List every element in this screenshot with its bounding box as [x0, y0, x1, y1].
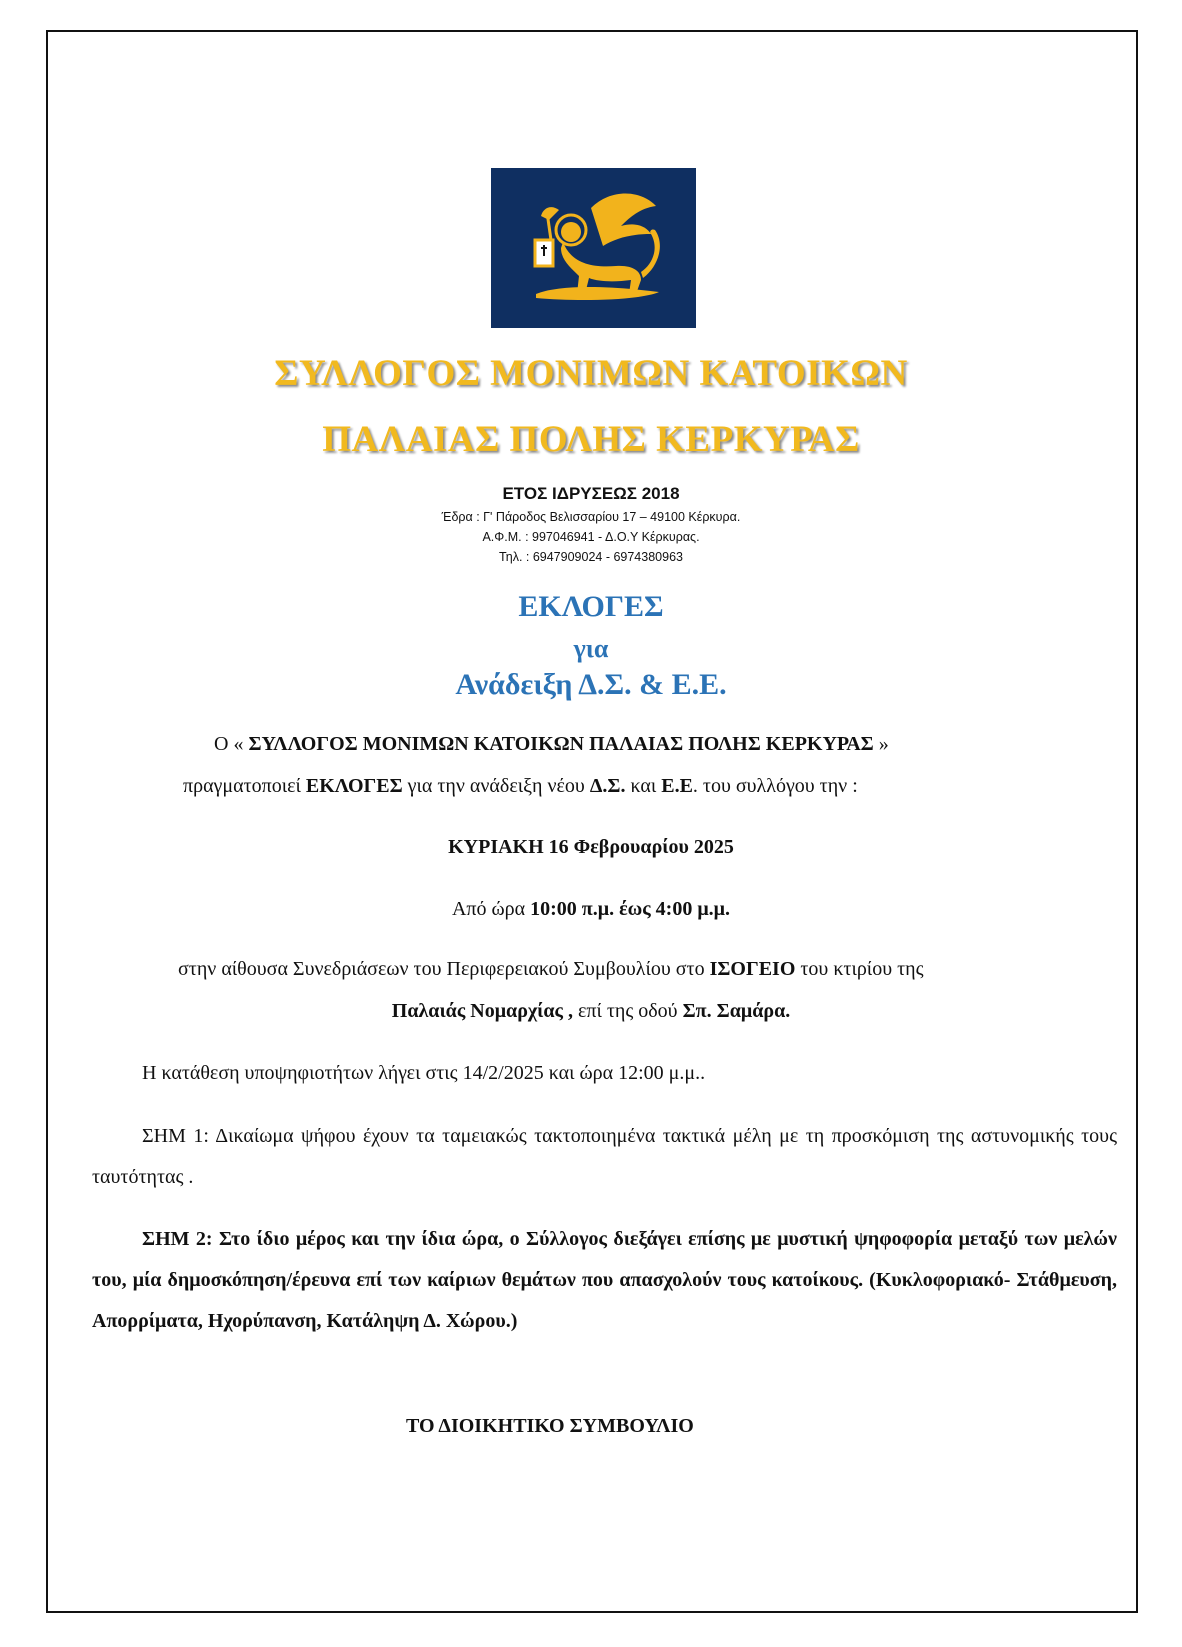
founded-year: ΕΤΟΣ ΙΔΡΥΣΕΩΣ 2018 — [502, 484, 680, 503]
time-range: 10:00 π.μ. έως 4:00 μ.μ. — [530, 898, 731, 920]
text: . του συλλόγου την : — [692, 775, 858, 797]
venue-line-2 — [0, 1000, 1182, 1023]
signature — [406, 1415, 694, 1438]
address-line: Έδρα : Γ' Πάροδος Βελισσαρίου 17 – 49100 Κέρκυρα. — [441, 510, 741, 524]
winged-lion-of-st-mark-icon — [491, 168, 696, 328]
election-date — [0, 836, 1182, 859]
text-bold: Ε.Ε — [661, 775, 693, 797]
note-2-text: ΣΗΜ 2: Στο ίδιο μέρος και την ίδια ώρα, ο Σύλλογος διεξάγει επίσης με μυστική ψηφοφορία μεταξύ των μελών του, μία δημοσκόπηση/έρευνα επί των καίριων θεμάτων που απασχολούν τους κατοίκους. (Κυκλοφοριακό- Στάθμευση, Απορρίματα, Ηχορύπανση, Κατάληψη Δ. Χώρου.) — [92, 1228, 1117, 1332]
elections-subheading: για — [573, 634, 609, 663]
text-bold: ΕΚΛΟΓΕΣ — [305, 775, 403, 797]
election-time — [0, 898, 1182, 921]
text-bold: Παλαιάς Νομαρχίας , — [391, 1000, 573, 1022]
note-1-text: ΣΗΜ 1: Δικαίωμα ψήφου έχουν τα ταμειακώς τακτοποιημένα τακτικά μέλη με τη προσκόμιση της αστυνομικής τους ταυτότητας . — [92, 1125, 1117, 1188]
intro-prefix: Ο « — [214, 733, 249, 755]
text: του κτιρίου της — [795, 958, 924, 980]
text: πραγματοποιεί — [183, 775, 306, 797]
association-name-line2: ΠΑΛΑΙΑΣ ΠΟΛΗΣ ΚΕΡΚΥΡΑΣ — [322, 419, 860, 460]
association-logo — [491, 168, 696, 328]
tax-id-line: Α.Φ.Μ. : 997046941 - Δ.Ο.Υ Κέρκυρας. — [482, 530, 700, 544]
elections-heading: ΕΚΛΟΓΕΣ — [518, 590, 664, 623]
note-2 — [92, 1219, 1117, 1342]
text-bold: ΙΣΟΓΕΙΟ — [709, 958, 796, 980]
candidacy-deadline: Η κατάθεση υποψηφιοτήτων λήγει στις 14/2/2025 και ώρα 12:00 μ.μ.. — [142, 1062, 706, 1084]
text: και — [625, 775, 662, 797]
phone-line: Τηλ. : 6947909024 - 6974380963 — [499, 550, 683, 564]
association-name-line1: ΣΥΛΛΟΓΟΣ ΜΟΝΙΜΩΝ ΚΑΤΟΙΚΩΝ — [274, 353, 908, 394]
text: στην αίθουσα Συνεδριάσεων του Περιφερειακού Συμβουλίου στο — [178, 958, 710, 980]
intro-suffix: » — [873, 733, 889, 755]
time-prefix: Από ώρα — [451, 898, 531, 920]
text-bold: Δ.Σ. — [589, 775, 626, 797]
text-bold: Σπ. Σαμάρα. — [682, 1000, 791, 1022]
venue-line-1 — [178, 958, 924, 981]
text: για την ανάδειξη νέου — [402, 775, 590, 797]
intro-line-1 — [214, 733, 889, 756]
note-1 — [92, 1116, 1117, 1198]
elections-purpose: Ανάδειξη Δ.Σ. & Ε.Ε. — [455, 668, 727, 701]
intro-line-2 — [183, 775, 858, 798]
text: επί της οδού — [572, 1000, 683, 1022]
intro-association-name: ΣΥΛΛΟΓΟΣ ΜΟΝΙΜΩΝ ΚΑΤΟΙΚΩΝ ΠΑΛΑΙΑΣ ΠΟΛΗΣ ΚΕΡΚΥΡΑΣ — [248, 733, 874, 755]
signature-text: ΤΟ ΔΙΟΙΚΗΤΙΚΟ ΣΥΜΒΟΥΛΙΟ — [406, 1415, 694, 1437]
election-date-text: ΚΥΡΙΑΚΗ 16 Φεβρουαρίου 2025 — [448, 836, 734, 858]
